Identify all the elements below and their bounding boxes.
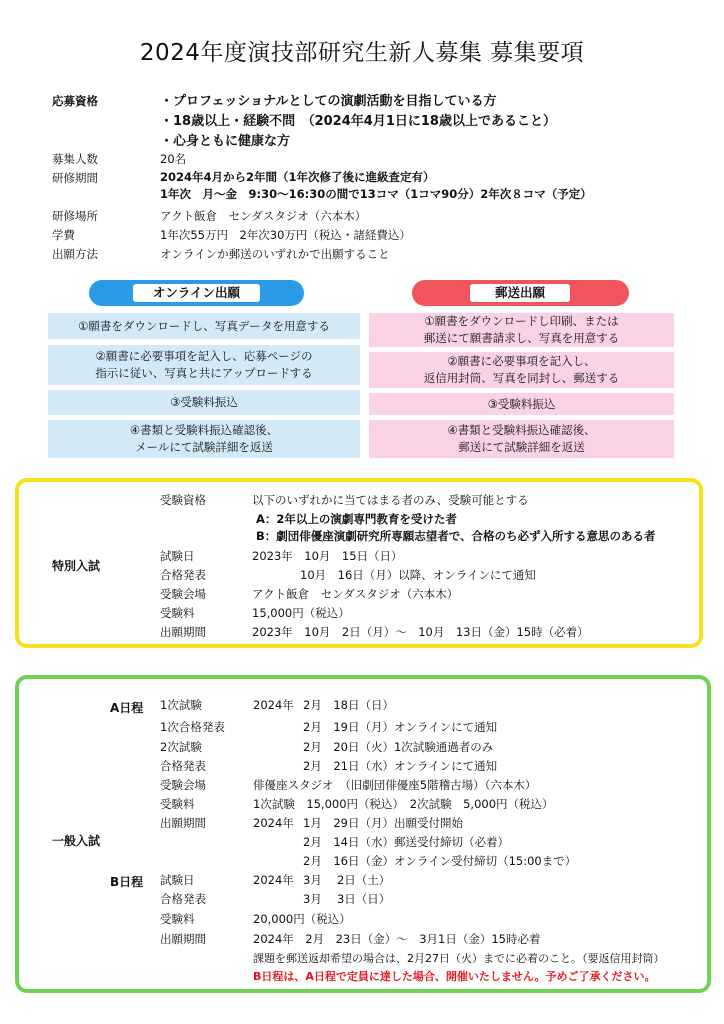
special-result-label: 合格発表 — [160, 568, 206, 582]
method-label: 出願方法 — [52, 247, 98, 261]
qualification-line: ・18歳以上・経験不問 （2024年4月1日に18歳以上であること） — [160, 114, 556, 129]
qualification-line: ・プロフェッショナルとしての演劇活動を目指している方 — [160, 94, 497, 109]
period-label: 研修期間 — [52, 171, 98, 185]
place-value: アクト飯倉 センダスタジオ（六本木） — [160, 209, 367, 223]
b-fee-label: 受験料 — [160, 912, 195, 926]
a-row-label: 2次試験 — [160, 740, 202, 754]
special-fee-label: 受験料 — [160, 606, 195, 620]
a-row-label: 1次試験 — [160, 698, 202, 712]
special-result-value: 10月 16日（月）以降、オンラインにて通知 — [300, 568, 536, 582]
special-qual-value: 以下のいずれかに当てはまる者のみ、受験可能とする — [252, 493, 529, 507]
fee-label: 学費 — [52, 228, 75, 242]
special-qual-label: 受験資格 — [160, 493, 206, 507]
online-header-label: オンライン出願 — [133, 284, 260, 302]
a-apply-line: 2月 14日（水）郵送受付締切（必着） — [303, 835, 509, 849]
fee-value: 1年次55万円 2年次30万円（税込・諸経費込） — [160, 228, 411, 242]
page-title: 2024年度演技部研究生新人募集 募集要項 — [139, 40, 585, 66]
b-result-label: 合格発表 — [160, 892, 206, 906]
b-apply-value: 2024年 2月 23日（金）～ 3月1日（金）15時必着 — [253, 932, 541, 946]
online-step: ④書類と受験料振込確認後、 メールにて試験詳細を返送 — [48, 420, 360, 458]
b-date-value: 3月 2日（土） — [303, 873, 391, 887]
online-step: ①願書をダウンロードし、写真データを用意する — [48, 313, 360, 339]
online-step: ②願書に必要事項を記入し、応募ページの 指示に従い、写真と共にアップロードする — [48, 345, 360, 385]
qualification-label: 応募資格 — [52, 94, 98, 108]
b-date-label: 試験日 — [160, 873, 195, 887]
a-row-value: 2月 18日（日） — [303, 698, 394, 712]
a-row-value: 2月 20日（火）1次試験通過者のみ — [303, 740, 494, 754]
a-apply-line: 1月 29日（月）出願受付開始 — [303, 816, 463, 830]
period-line: 2024年4月から2年間（1年次修了後に進級査定有） — [160, 170, 435, 184]
b-note: 課題を郵送返却希望の場合は、2月27日（火）までに必着のこと。（要返信用封筒） — [253, 952, 665, 965]
a-row-label: 合格発表 — [160, 759, 206, 773]
special-date-label: 試験日 — [160, 549, 195, 563]
special-date-value: 2023年 10月 15日（日） — [252, 549, 403, 563]
place-label: 研修場所 — [52, 209, 98, 223]
special-venue-label: 受験会場 — [160, 587, 206, 601]
a-schedule-label: A日程 — [110, 701, 144, 715]
online-step: ③受験料振込 — [48, 390, 360, 415]
special-qual-b: B：劇団俳優座演劇研究所専願志望者で、合格のち必ず入所する意思のある者 — [256, 529, 656, 543]
mail-step: ④書類と受験料振込確認後、 郵送にて試験詳細を返送 — [369, 420, 674, 458]
special-fee-value: 15,000円（税込） — [252, 606, 350, 620]
a-venue-value: 俳優座スタジオ （旧劇団俳優座5階稽古場）（六本木） — [253, 778, 537, 792]
b-warning: B日程は、A日程で定員に達した場合、開催いたしません。予めご了承ください。 — [253, 970, 656, 983]
special-apply-value: 2023年 10月 2日（月）～ 10月 13日（金）15時（必着） — [252, 625, 589, 639]
a-venue-label: 受験会場 — [160, 778, 206, 792]
a-row-label: 1次合格発表 — [160, 720, 225, 734]
a-fee-value: 1次試験 15,000円（税込） 2次試験 5,000円（税込） — [253, 797, 554, 811]
a-apply-year: 2024年 — [253, 816, 294, 830]
special-venue-value: アクト飯倉 センダスタジオ（六本木） — [252, 587, 459, 601]
mail-header — [412, 280, 629, 306]
b-fee-value: 20,000円（税込） — [253, 912, 351, 926]
qualification-line: ・心身ともに健康な方 — [160, 134, 291, 149]
a-fee-label: 受験料 — [160, 797, 195, 811]
mail-step: ①願書をダウンロードし印刷、または 郵送にて願書請求し、写真を用意する — [369, 313, 674, 347]
a-apply-line: 2月 16日（金）オンライン受付締切（15:00まで） — [303, 854, 577, 868]
mail-header-label: 郵送出願 — [470, 284, 570, 302]
period-line: 1年次 月～金 9:30～16:30の間で13コマ（1コマ90分）2年次８コマ（予定） — [160, 187, 592, 201]
a-row-value: 2月 21日（水）オンラインにて通知 — [303, 759, 498, 773]
online-header — [89, 280, 304, 306]
b-result-value: 3月 3日（日） — [303, 892, 391, 906]
a-row-value: 2月 19日（月）オンラインにて通知 — [303, 720, 498, 734]
mail-step: ②願書に必要事項を記入し、 返信用封筒、写真を同封し、郵送する — [369, 352, 674, 388]
capacity-value: 20名 — [160, 152, 187, 166]
special-exam-label: 特別入試 — [52, 559, 101, 573]
a-row-year: 2024年 — [253, 698, 294, 712]
b-apply-label: 出願期間 — [160, 932, 206, 946]
method-value: オンラインか郵送のいずれかで出願すること — [160, 247, 390, 261]
special-qual-a: A：2年以上の演劇専門教育を受けた者 — [256, 512, 457, 526]
b-date-year: 2024年 — [253, 873, 294, 887]
general-exam-label: 一般入試 — [52, 834, 101, 848]
special-apply-label: 出願期間 — [160, 625, 206, 639]
a-apply-label: 出願期間 — [160, 816, 206, 830]
capacity-label: 募集人数 — [52, 152, 98, 166]
mail-step: ③受験料振込 — [369, 393, 674, 415]
b-schedule-label: B日程 — [110, 875, 144, 889]
